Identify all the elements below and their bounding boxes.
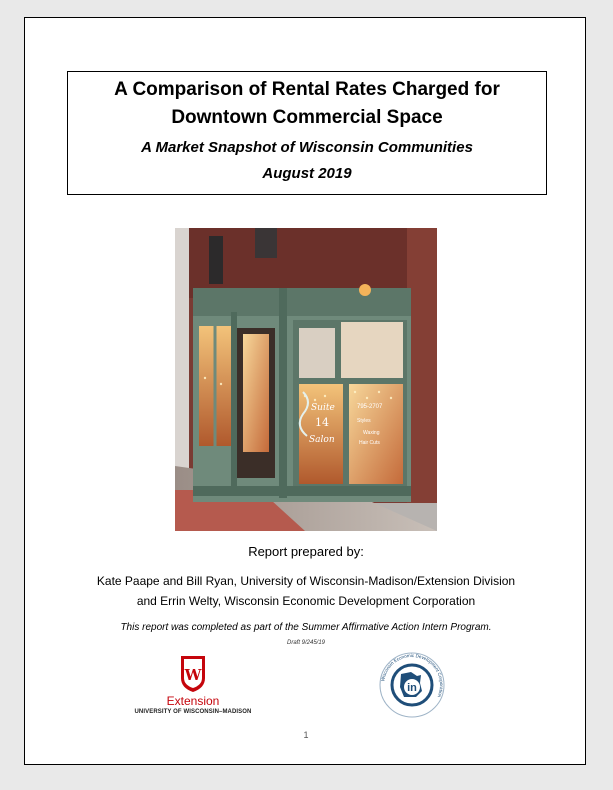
storefront-photo: [175, 228, 437, 531]
window-text-styles: Styles: [357, 418, 371, 424]
uw-crest-icon: [129, 654, 257, 694]
draft-label: Draft 9/245/19: [286, 640, 326, 646]
program-note: This report was completed as part of the Summer Affirmative Action Intern Program.: [120, 622, 492, 633]
window-text-suite: Suite: [311, 403, 335, 413]
uw-university-text: UNIVERSITY OF WISCONSIN–MADISON: [134, 709, 252, 715]
document-page: [24, 17, 586, 765]
window-text-phone: 795-2707: [357, 404, 383, 410]
report-subtitle: A Market Snapshot of Wisconsin Communities: [141, 139, 473, 156]
window-text-waxing: Waxing: [363, 430, 380, 436]
report-title: [68, 76, 546, 132]
wedc-badge-text: in: [407, 682, 417, 694]
window-text-number: 14: [315, 416, 329, 429]
title-box: [67, 71, 547, 195]
uw-crest-letter: W: [184, 666, 202, 684]
authors-block: [25, 571, 587, 611]
prepared-by-label: Report prepared by:: [248, 544, 364, 559]
window-text-salon: Salon: [309, 435, 335, 445]
window-text-haircuts: Hair Cuts: [359, 440, 380, 446]
authors-line2: and Errin Welty, Wisconsin Economic Development Corporation: [136, 594, 476, 608]
authors-line1: Kate Paape and Bill Ryan, University of Wisconsin-Madison/Extension Division: [96, 574, 516, 588]
uw-extension-logo: [129, 654, 257, 718]
report-title-line2: Downtown Commercial Space: [171, 107, 443, 128]
report-title-line1: A Comparison of Rental Rates Charged for: [114, 79, 500, 100]
uw-extension-text: Extension: [166, 694, 220, 708]
report-date: August 2019: [262, 165, 352, 182]
wedc-logo: [377, 650, 447, 720]
wedc-ring-text: Wisconsin Economic Development Corporation: [380, 652, 445, 699]
page-number: 1: [303, 730, 309, 740]
